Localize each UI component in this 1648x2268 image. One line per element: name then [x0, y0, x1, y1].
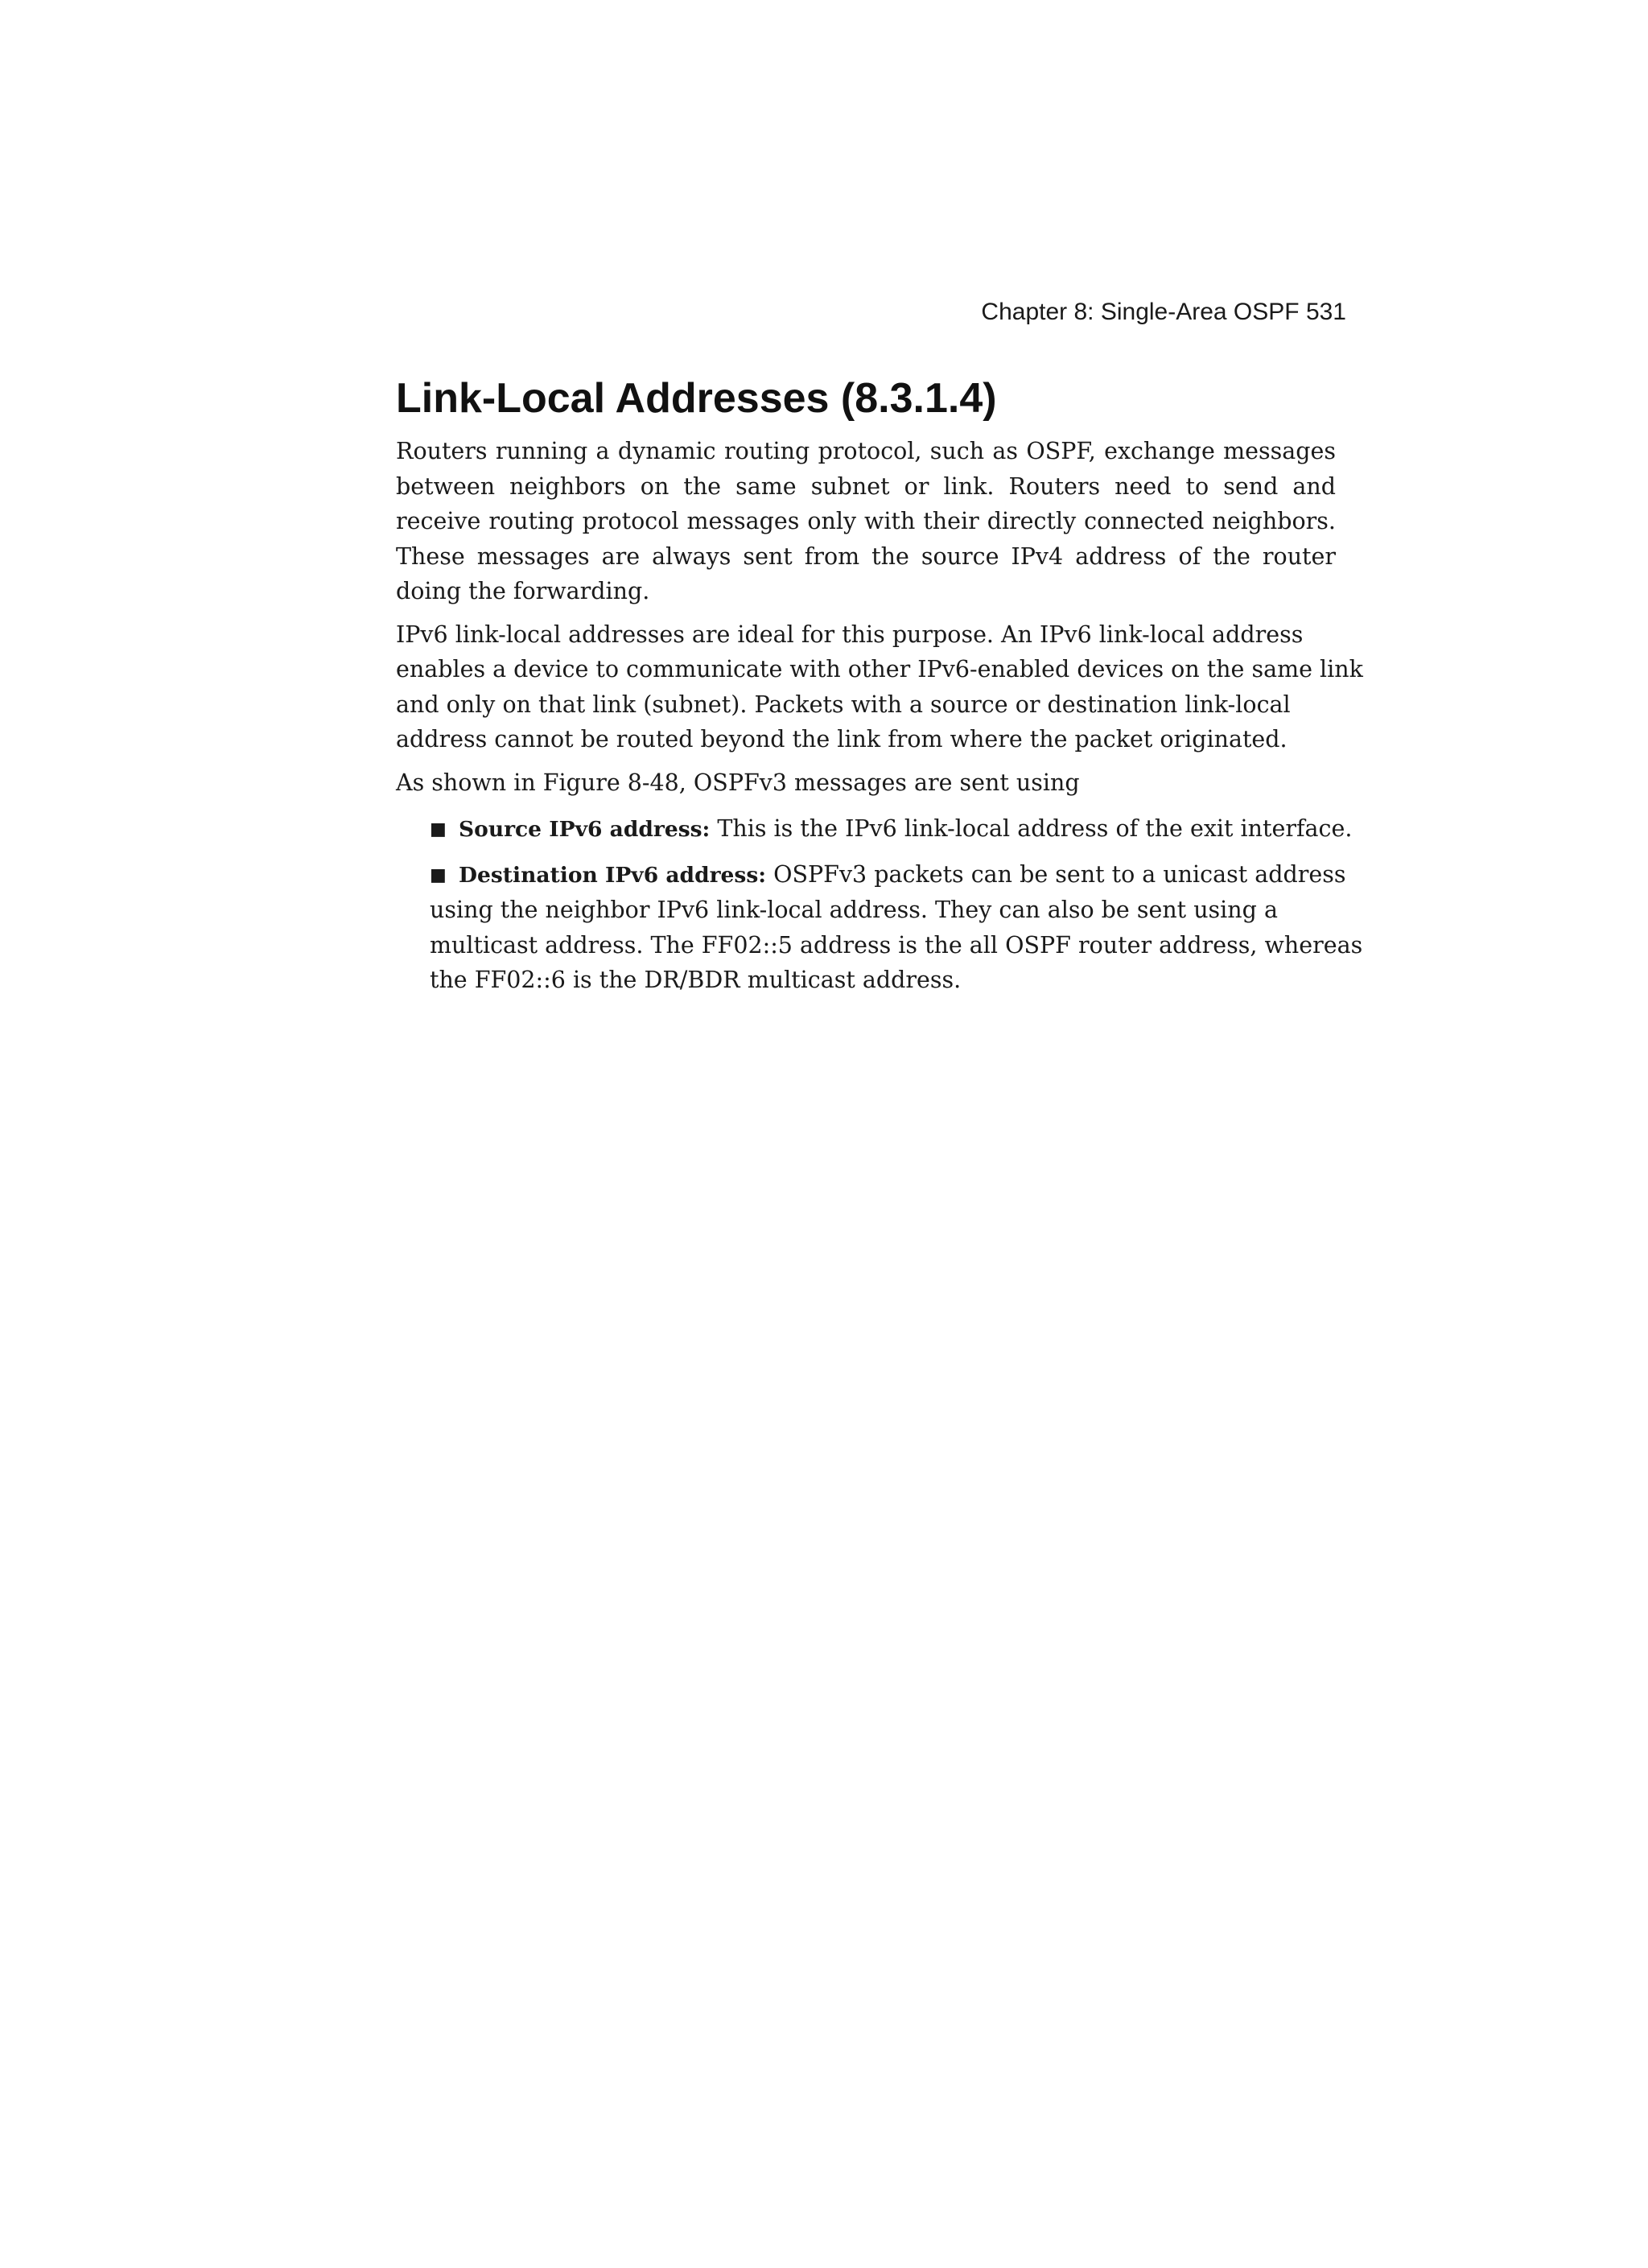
list-item [430, 857, 1366, 998]
list-item [430, 811, 1366, 847]
bullet-text: This is the IPv6 link-local address of the exit interface. [717, 815, 1353, 842]
paragraph-link-local: IPv6 link-local addresses are ideal for this purpose. An IPv6 link-local address enables a device to communicate with other IPv6-enabled devices on the same link and only on that link (subnet). Packets with a source or destination link-local address cannot be routed beyond the link from where the packet originated. [396, 621, 1363, 753]
bullet-term: Destination IPv6 address: [459, 862, 767, 888]
paragraph-routers: Routers running a dynamic routing protocol, such as OSPF, exchange messages between neighbors on the same subnet or link. Routers need to send and receive routing protocol messages only with their directly connected neighbors. These messages are always sent from the source IPv4 address of the router doing the forwarding. [396, 438, 1336, 604]
section-body [396, 373, 1366, 1008]
section-title: Link-Local Addresses (8.3.1.4) [396, 375, 997, 422]
paragraph-figure-ref: As shown in Figure 8-48, OSPFv3 messages are sent using [396, 769, 1080, 796]
running-head: Chapter 8: Single-Area OSPF 531 [981, 299, 1346, 325]
bullet-square-icon: ■ [430, 864, 447, 885]
bullet-text: OSPFv3 packets can be sent to a unicast address using the neighbor IPv6 link-local address. They can also be sent using a multicast address. The FF02::5 address is the all OSPF router address, whereas the FF02::6 is the DR/BDR multicast address. [430, 860, 1363, 993]
bullet-list [396, 811, 1366, 998]
bullet-square-icon: ■ [430, 819, 447, 839]
bullet-term: Source IPv6 address: [459, 817, 711, 842]
